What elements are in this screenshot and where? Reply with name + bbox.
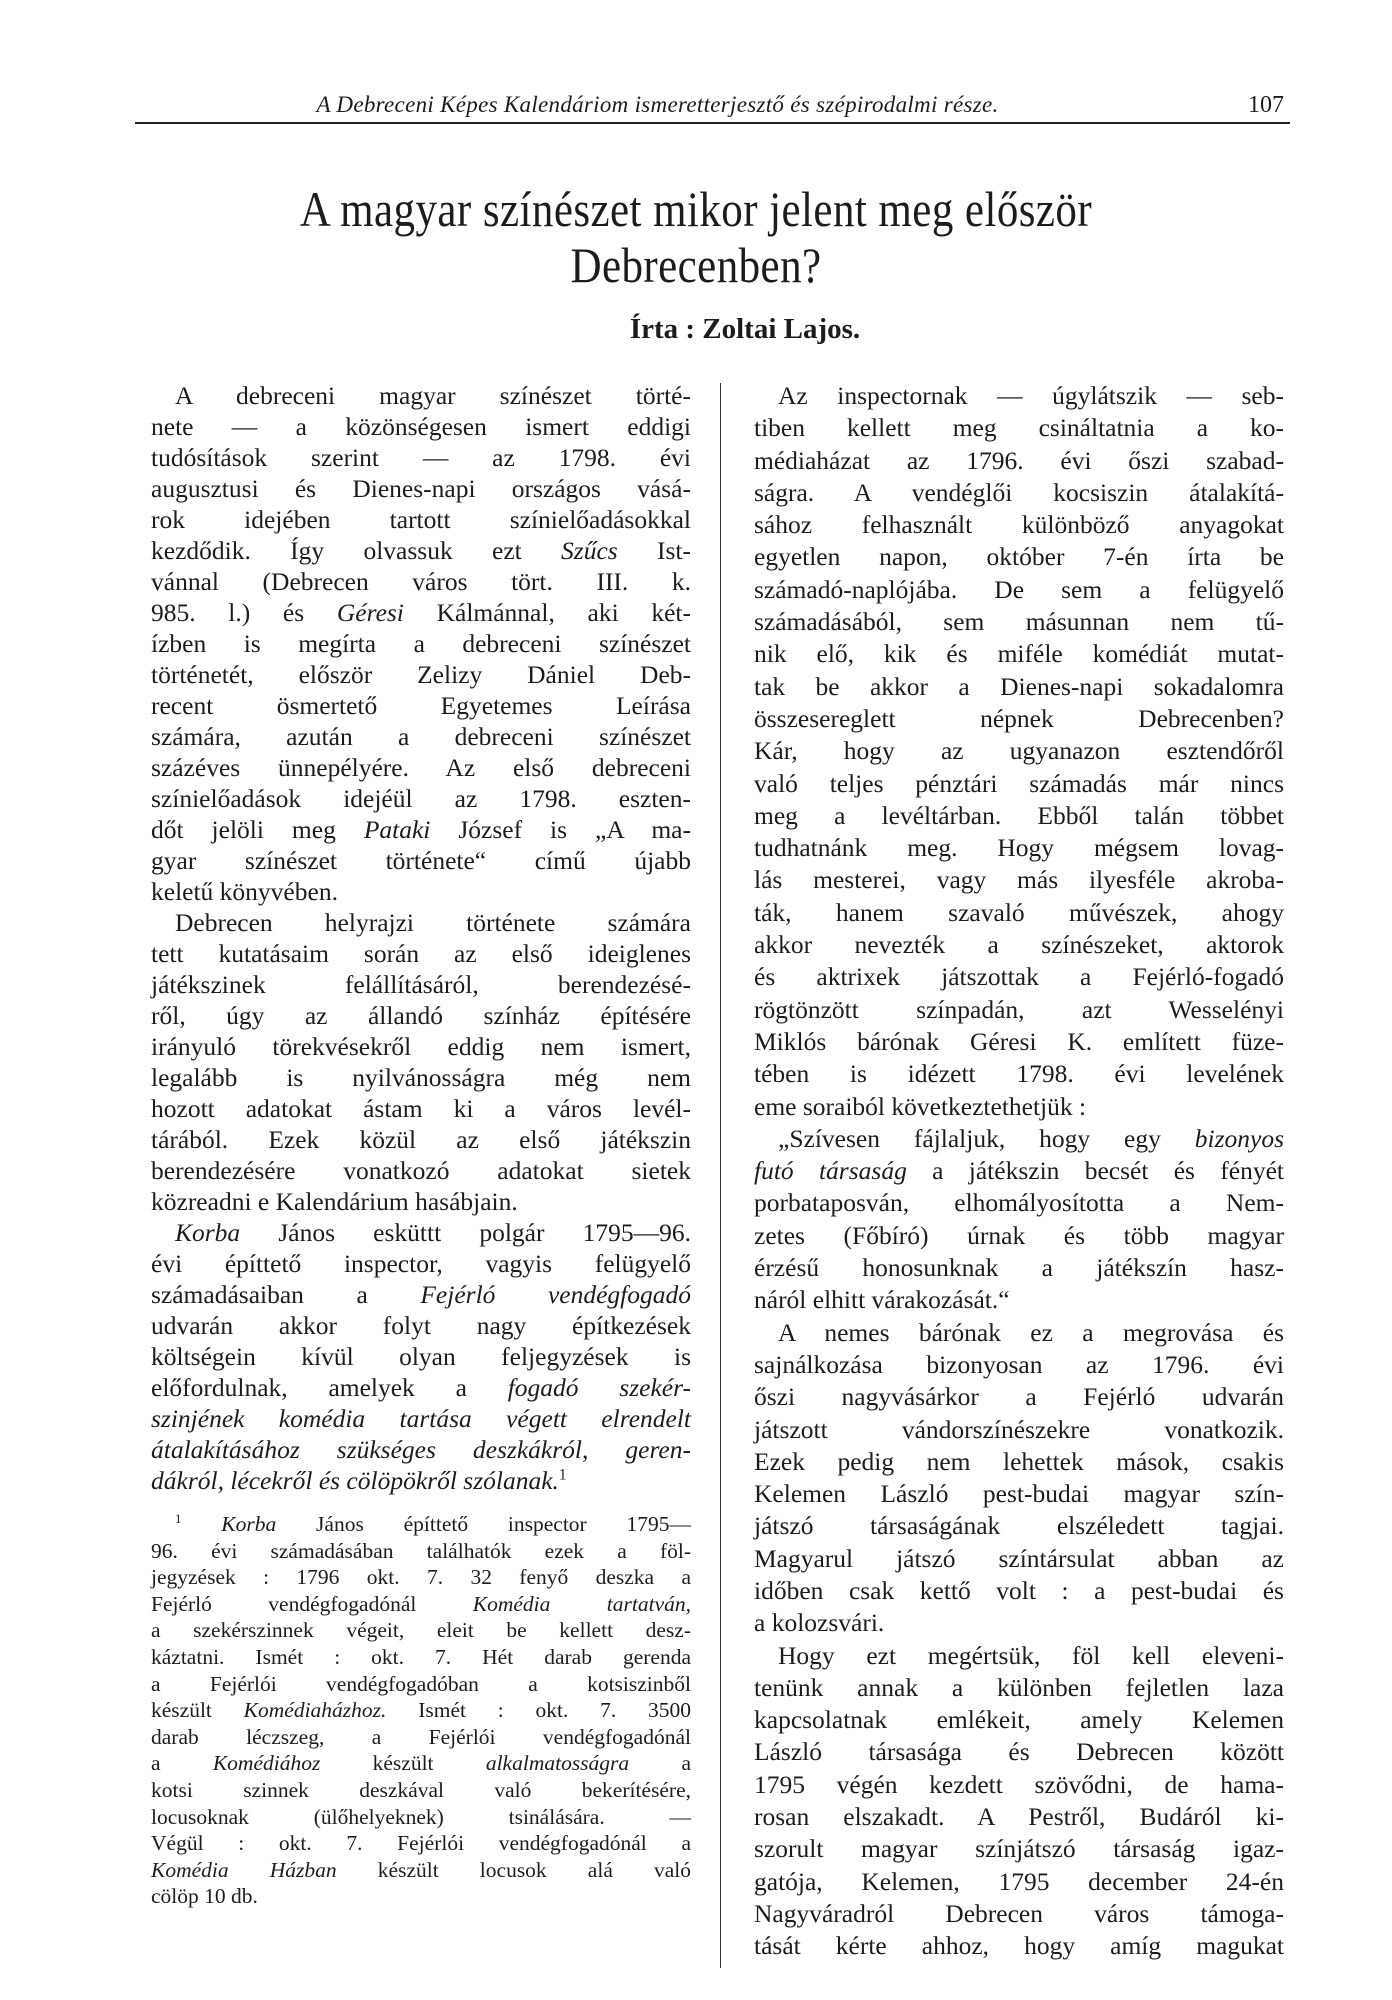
text-run: százéves ünnepélyére. Az első debreceni bbox=[151, 753, 691, 782]
text-run: rögtönzött színpadán, azt Wesselényi bbox=[754, 994, 1284, 1024]
text-run: ták, hanem szavaló művészek, ahogy bbox=[754, 897, 1284, 927]
text-line bbox=[151, 690, 691, 721]
text-line bbox=[151, 1403, 691, 1434]
text-run: 96. évi számadásában találhatók ezek a föl- bbox=[151, 1538, 691, 1563]
text-run: hozott adatokat ástam ki a város levél- bbox=[151, 1094, 691, 1123]
text-line bbox=[151, 1310, 691, 1341]
text-run: tében is idézett 1798. évi levelének bbox=[754, 1059, 1284, 1089]
italic-run: Komédia tartatván, bbox=[472, 1591, 692, 1616]
text-run: Hogy ezt megértsük, föl kell eleveni- bbox=[778, 1640, 1284, 1670]
text-line bbox=[151, 1617, 691, 1644]
text-line bbox=[151, 1124, 691, 1155]
text-run bbox=[181, 1512, 221, 1536]
text-run: tudósítások szerint — az 1798. évi bbox=[151, 443, 691, 472]
text-line bbox=[151, 845, 691, 876]
text-line bbox=[151, 1564, 691, 1591]
italic-run: Pataki bbox=[363, 815, 431, 844]
text-line bbox=[754, 703, 1284, 735]
text-run: nik elő, kik és miféle komédiát mutat- bbox=[754, 639, 1284, 669]
text-line bbox=[151, 1857, 691, 1884]
text-line bbox=[754, 574, 1284, 606]
text-run: legalább is nyilvánosságra még nem bbox=[151, 1063, 691, 1092]
text-run: összesereglett népnek Debrecenben? bbox=[754, 703, 1284, 733]
text-run: színielőadások idejéül az 1798. eszten- bbox=[151, 784, 691, 813]
text-run: tett kutatásaim során az első ideiglenes bbox=[151, 939, 691, 968]
paragraph bbox=[151, 1217, 691, 1496]
text-run: Kálmánnal, aki két- bbox=[403, 598, 691, 627]
text-run: A debreceni magyar színészet törté- bbox=[175, 381, 691, 410]
footnote-marker: 1 bbox=[558, 1466, 567, 1484]
article-title-line2: Debrecenben? bbox=[570, 237, 822, 293]
paragraph bbox=[754, 1640, 1284, 1963]
text-run: ságra. A vendéglői kocsiszin átalakítá- bbox=[754, 477, 1284, 507]
article-title-line1: A magyar színészet mikor jelent meg először bbox=[299, 181, 1093, 237]
text-line bbox=[754, 1252, 1284, 1284]
text-line bbox=[754, 1349, 1284, 1381]
text-run: számára, azután a debreceni színészet bbox=[151, 722, 691, 751]
text-run: tiben kellett meg csináltatnia a ko- bbox=[754, 413, 1284, 443]
text-run: tak be akkor a Dienes-napi sokadalomra bbox=[754, 671, 1284, 701]
text-run: udvarán akkor folyt nagy építkezések bbox=[151, 1311, 691, 1340]
text-line bbox=[754, 1510, 1284, 1542]
text-line bbox=[151, 1434, 691, 1465]
left-column bbox=[151, 380, 691, 1496]
text-run: a szekérszinnek végeit, eleit be kellett desz- bbox=[151, 1618, 691, 1643]
text-line bbox=[754, 1155, 1284, 1187]
text-line bbox=[151, 1591, 691, 1618]
text-run: dőt jelöli meg bbox=[151, 815, 364, 844]
text-run: lás mesterei, vagy más ilyesféle akroba- bbox=[754, 865, 1284, 895]
text-run: káztatni. Ismét : okt. 7. Hét darab gerenda bbox=[151, 1644, 691, 1669]
text-line bbox=[754, 1317, 1284, 1349]
text-run: János esküttt polgár 1795—96. bbox=[240, 1218, 691, 1247]
text-line bbox=[754, 638, 1284, 670]
italic-run: Szűcs bbox=[561, 536, 618, 565]
text-run: számadó-naplójába. De sem a felügyelő bbox=[754, 574, 1284, 604]
text-line bbox=[151, 1062, 691, 1093]
text-line bbox=[151, 659, 691, 690]
text-run: meg a levéltárban. Ebből talán többet bbox=[754, 800, 1284, 830]
text-run: játszó társaságának elszéledett tagjai. bbox=[754, 1511, 1284, 1541]
text-line bbox=[151, 442, 691, 473]
text-run: Az inspectornak — úgylátszik — seb- bbox=[778, 381, 1284, 410]
italic-run: Korba bbox=[221, 1512, 277, 1536]
text-line bbox=[151, 1750, 691, 1777]
text-run: őszi nagyvásárkor a Fejérló udvarán bbox=[754, 1382, 1284, 1412]
italic-run: Korba bbox=[175, 1218, 241, 1247]
text-run: érzésű honosunknak a játékszín hasz- bbox=[754, 1253, 1284, 1283]
text-run: darab léczszeg, a Fejérlói vendégfogadónál bbox=[151, 1724, 691, 1749]
text-line bbox=[754, 1123, 1284, 1155]
text-run: ről, úgy az állandó színház építésére bbox=[151, 1001, 691, 1030]
paragraph bbox=[754, 380, 1284, 1123]
text-line bbox=[151, 1671, 691, 1698]
text-line bbox=[754, 1414, 1284, 1446]
text-line bbox=[754, 1220, 1284, 1252]
text-line bbox=[754, 1930, 1284, 1962]
text-run: gatója, Kelemen, 1795 december 24-én bbox=[754, 1866, 1284, 1896]
text-run: előfordulnak, amelyek a bbox=[151, 1373, 508, 1402]
text-line bbox=[754, 1543, 1284, 1575]
text-run: készült locusok alá való bbox=[336, 1857, 692, 1882]
text-run: tudhatnánk meg. Hogy mégsem lovag- bbox=[754, 833, 1284, 863]
text-run: Ist- bbox=[617, 536, 691, 565]
text-line bbox=[754, 541, 1284, 573]
text-line bbox=[754, 768, 1284, 800]
text-run: a bbox=[629, 1751, 692, 1776]
italic-run: bizonyos bbox=[1194, 1123, 1284, 1153]
text-line bbox=[754, 1769, 1284, 1801]
text-run: Debrecen helyrajzi története számára bbox=[175, 908, 691, 937]
text-run: József is „A ma- bbox=[430, 815, 691, 844]
text-run: porbataposván, elhomályosította a Nem- bbox=[754, 1188, 1284, 1218]
text-line bbox=[754, 1736, 1284, 1768]
text-run: a játékszin becsét és fényét bbox=[906, 1156, 1284, 1186]
text-run: akkor nevezték a színészeket, aktorok bbox=[754, 930, 1284, 960]
text-line bbox=[754, 994, 1284, 1026]
text-run: Ismét : okt. 7. 3500 bbox=[386, 1698, 691, 1723]
text-line bbox=[754, 897, 1284, 929]
text-run: locusoknak (ülőhelyeknek) tsinálására. — bbox=[151, 1804, 691, 1829]
text-line bbox=[151, 1372, 691, 1403]
text-run: rok idejében tartott színielőadásokkal bbox=[151, 505, 691, 534]
text-line bbox=[754, 509, 1284, 541]
text-run: náról elhitt várakozását.“ bbox=[754, 1285, 1010, 1315]
text-line bbox=[151, 783, 691, 814]
text-line bbox=[754, 671, 1284, 703]
text-run: Végül : okt. 7. Fejérlói vendégfogadónál a bbox=[151, 1831, 691, 1856]
text-line bbox=[151, 566, 691, 597]
text-run: Nagyváradról Debrecen város támoga- bbox=[754, 1898, 1284, 1928]
text-run: augusztusi és Dienes-napi országos vásá- bbox=[151, 474, 691, 503]
text-run: Fejérló vendégfogadónál bbox=[151, 1591, 473, 1616]
text-run: kezdődik. Így olvassuk ezt bbox=[151, 536, 562, 565]
text-run: médiaházat az 1796. évi őszi szabad- bbox=[754, 445, 1284, 475]
text-run: a bbox=[151, 1751, 213, 1776]
text-run: évi építtető inspector, vagyis felügyelő bbox=[151, 1249, 691, 1278]
text-run: eme soraiból következtethetjük : bbox=[754, 1091, 1087, 1121]
text-line bbox=[151, 1511, 691, 1538]
text-run: vánnal (Debrecen város tört. III. k. bbox=[151, 567, 691, 596]
text-line bbox=[151, 1155, 691, 1186]
italic-run: fogadó szekér- bbox=[507, 1373, 692, 1402]
text-line bbox=[754, 1478, 1284, 1510]
text-run: 985. l.) és bbox=[151, 598, 337, 627]
text-line bbox=[754, 1607, 1284, 1639]
text-line bbox=[754, 1091, 1284, 1123]
text-run: gyar színészet története“ című újabb bbox=[151, 846, 691, 875]
text-run: László társasága és Debrecen között bbox=[754, 1737, 1284, 1767]
running-title: A Debreceni Képes Kalendáriom ismeretterjesztő és szépirodalmi része. bbox=[316, 92, 999, 117]
text-line bbox=[754, 1801, 1284, 1833]
text-line bbox=[754, 832, 1284, 864]
text-line bbox=[151, 721, 691, 752]
text-run: kapcsolatnak emlékeit, amely Kelemen bbox=[754, 1705, 1284, 1735]
text-run: jegyzések : 1796 okt. 7. 32 fenyő deszka a bbox=[151, 1565, 691, 1590]
text-line bbox=[754, 1704, 1284, 1736]
text-line bbox=[151, 907, 691, 938]
text-run: tárából. Ezek közül az első játékszin bbox=[151, 1125, 691, 1154]
text-run: a kolozsvári. bbox=[754, 1608, 885, 1638]
paragraph bbox=[151, 380, 691, 907]
article-byline: Írta : Zoltai Lajos. bbox=[629, 313, 861, 345]
footnote-marker: 1 bbox=[175, 1511, 182, 1526]
text-line bbox=[151, 504, 691, 535]
text-run: közreadni e Kalendárium hasábjain. bbox=[151, 1187, 518, 1216]
text-line bbox=[151, 1538, 691, 1565]
text-run: Kár, hogy az ugyanazon esztendőről bbox=[754, 736, 1284, 766]
text-line bbox=[754, 1058, 1284, 1090]
text-line bbox=[151, 1883, 691, 1910]
text-line bbox=[754, 1381, 1284, 1413]
text-line bbox=[151, 1804, 691, 1831]
right-column bbox=[754, 380, 1284, 1963]
text-run: számadásából, sem másunnan nem tű- bbox=[754, 607, 1284, 637]
text-line bbox=[754, 929, 1284, 961]
text-line bbox=[151, 1031, 691, 1062]
text-run: Kelemen László pest-budai magyar szín- bbox=[754, 1479, 1284, 1509]
text-run: „Szívesen fájlaljuk, hogy egy bbox=[778, 1123, 1195, 1153]
text-line bbox=[754, 606, 1284, 638]
text-run: János építtető inspector 1795— bbox=[276, 1512, 691, 1536]
text-run: időben csak kettő volt : a pest-budai és bbox=[754, 1575, 1284, 1605]
text-line bbox=[754, 1284, 1284, 1316]
text-line bbox=[151, 1341, 691, 1372]
text-line bbox=[754, 1446, 1284, 1478]
text-line bbox=[754, 1187, 1284, 1219]
italic-run: futó társaság bbox=[754, 1156, 907, 1186]
text-run: készült bbox=[320, 1751, 486, 1776]
text-run: a Fejérlói vendégfogadóban a kotsiszinből bbox=[151, 1671, 691, 1696]
text-run: kotsi szinnek deszkával való bekerítésére, bbox=[151, 1777, 691, 1802]
italic-run: Fejérló vendégfogadó bbox=[420, 1280, 691, 1309]
paragraph bbox=[151, 907, 691, 1217]
footnote bbox=[151, 1511, 691, 1910]
text-run: sajnálkozása bizonyosan az 1796. évi bbox=[754, 1349, 1284, 1379]
column-divider bbox=[720, 383, 721, 1968]
italic-run: szinjének komédia tartása végett elrendelt bbox=[151, 1404, 691, 1433]
text-run: játszott vándorszínészekre vonatkozik. bbox=[754, 1414, 1284, 1444]
text-line bbox=[151, 1644, 691, 1671]
text-line bbox=[151, 969, 691, 1000]
text-line bbox=[151, 1777, 691, 1804]
text-line bbox=[754, 735, 1284, 767]
text-run: rosan elszakadt. A Pestről, Budáról ki- bbox=[754, 1802, 1284, 1832]
header-rule bbox=[135, 122, 1290, 124]
text-line bbox=[151, 1217, 691, 1248]
text-line bbox=[754, 412, 1284, 444]
paragraph bbox=[754, 1317, 1284, 1640]
text-line bbox=[151, 380, 691, 411]
page-number: 107 bbox=[1248, 92, 1284, 118]
text-line bbox=[754, 800, 1284, 832]
text-line bbox=[754, 961, 1284, 993]
paragraph bbox=[754, 1123, 1284, 1317]
text-run: berendezésére vonatkozó adatokat sietek bbox=[151, 1156, 691, 1185]
text-run: nete — a közönségesen ismert eddigi bbox=[151, 412, 691, 441]
text-line bbox=[151, 1248, 691, 1279]
text-line bbox=[151, 1186, 691, 1217]
text-line bbox=[151, 752, 691, 783]
text-line bbox=[151, 1000, 691, 1031]
text-line bbox=[151, 1093, 691, 1124]
text-line bbox=[151, 1830, 691, 1857]
italic-run: Komédia Házban bbox=[151, 1857, 337, 1882]
italic-run: Géresi bbox=[336, 598, 404, 627]
text-line bbox=[151, 1724, 691, 1751]
text-line bbox=[151, 1697, 691, 1724]
text-run: egyetlen napon, október 7-én írta be bbox=[754, 542, 1284, 572]
text-line bbox=[754, 1866, 1284, 1898]
text-line bbox=[151, 535, 691, 566]
text-run: készült bbox=[151, 1698, 244, 1723]
text-line bbox=[754, 1672, 1284, 1704]
italic-run: Komédiaházhoz. bbox=[243, 1698, 387, 1723]
text-line bbox=[151, 876, 691, 907]
text-run: zetes (Főbíró) úrnak és több magyar bbox=[754, 1220, 1284, 1250]
italic-run: dákról, lécekről és cölöpökről szólanak. bbox=[151, 1466, 559, 1495]
text-run: irányuló törekvésekről eddig nem ismert, bbox=[151, 1032, 691, 1061]
text-run: ízben is megírta a debreceni színészet bbox=[151, 629, 691, 658]
text-run: Ezek pedig nem lehettek mások, csakis bbox=[754, 1446, 1284, 1476]
text-line bbox=[754, 1833, 1284, 1865]
text-line bbox=[151, 938, 691, 969]
text-line bbox=[151, 628, 691, 659]
text-run: cölöp 10 db. bbox=[151, 1884, 258, 1909]
text-line bbox=[151, 411, 691, 442]
text-run: tását kérte ahhoz, hogy amíg magukat bbox=[754, 1931, 1284, 1961]
text-line bbox=[151, 814, 691, 845]
text-run: A nemes bárónak ez a megrovása és bbox=[778, 1317, 1284, 1347]
text-line bbox=[151, 473, 691, 504]
text-run: Magyarul játszó színtársulat abban az bbox=[754, 1543, 1284, 1573]
text-run: szorult magyar színjátszó társaság igaz- bbox=[754, 1834, 1284, 1864]
text-line bbox=[151, 1465, 691, 1496]
text-run: játékszinek felállításáról, berendezésé- bbox=[151, 970, 691, 999]
text-run: Miklós bárónak Géresi K. említett füze- bbox=[754, 1026, 1284, 1056]
text-line bbox=[754, 380, 1284, 412]
text-run: 1795 végén kezdett szövődni, de hama- bbox=[754, 1769, 1284, 1799]
text-line bbox=[754, 864, 1284, 896]
text-line bbox=[754, 1026, 1284, 1058]
text-line bbox=[754, 1898, 1284, 1930]
text-run: sához felhasznált különböző anyagokat bbox=[754, 510, 1284, 540]
text-run: való teljes pénztári számadás már nincs bbox=[754, 768, 1284, 798]
text-line bbox=[754, 1640, 1284, 1672]
text-run: történetét, először Zelizy Dániel Deb- bbox=[151, 660, 691, 689]
text-run: és aktrixek játszottak a Fejérló-fogadó bbox=[754, 962, 1284, 992]
italic-run: Komédiához bbox=[212, 1751, 321, 1776]
text-line bbox=[754, 445, 1284, 477]
text-line bbox=[151, 597, 691, 628]
italic-run: alkalmatosságra bbox=[485, 1751, 630, 1776]
text-run: költségein kívül olyan feljegyzések is bbox=[151, 1342, 691, 1371]
text-run: tenünk annak a különben fejletlen laza bbox=[754, 1672, 1284, 1702]
text-run: recent ösmertető Egyetemes Leírása bbox=[151, 691, 691, 720]
text-run: keletű könyvében. bbox=[151, 877, 338, 906]
text-line bbox=[151, 1279, 691, 1310]
italic-run: átalakításához szükséges deszkákról, geren- bbox=[151, 1435, 691, 1464]
text-line bbox=[754, 477, 1284, 509]
running-head bbox=[135, 92, 1290, 122]
text-run: számadásaiban a bbox=[151, 1280, 421, 1309]
text-line bbox=[754, 1575, 1284, 1607]
